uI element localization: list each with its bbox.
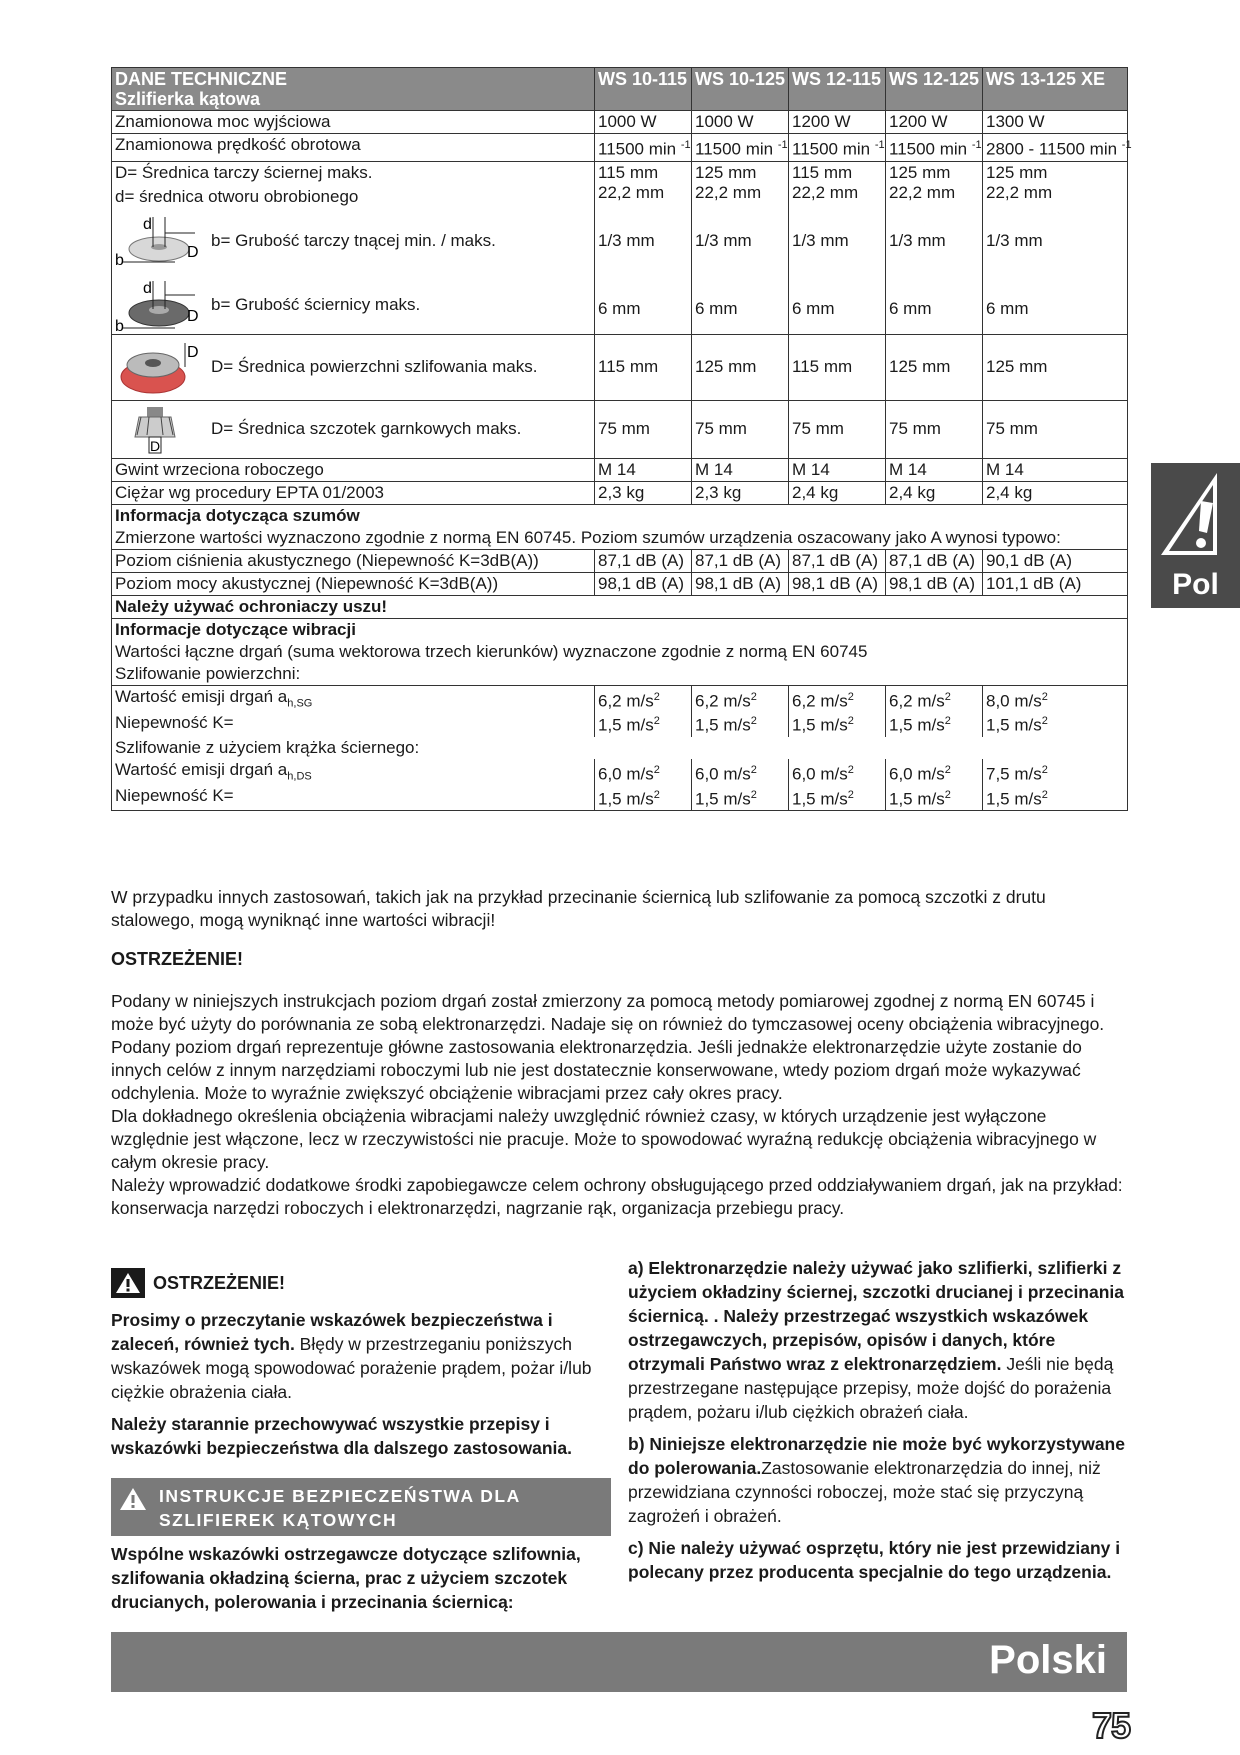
icon-letter-D: D — [187, 243, 199, 261]
warning-paragraph: Podany w niniejszych instrukcjach poziom drgań został zmierzony za pomocą metody pomiarowej zgodnej z normą EN 60745 i może być użyty do porównania ze sobą elektronarzędzi. Nadaje się on również do tymczasowej oceny obciążenia wibracyjnego. — [111, 991, 1105, 1034]
cell: 101,1 dB (A) — [983, 572, 1128, 595]
cell: 90,1 dB (A) — [983, 549, 1128, 572]
row-label-group — [112, 161, 595, 334]
cell: 2,4 kg — [789, 481, 886, 504]
model-header: WS 12-125 — [886, 68, 983, 111]
warning-label — [111, 1268, 611, 1298]
uncertainty-label: Niepewność K= — [115, 713, 234, 733]
row-label: Ciężar wg procedury EPTA 01/2003 — [112, 481, 595, 504]
noise-intro-row — [112, 527, 1128, 550]
speed-unit-sup: -1 — [777, 139, 788, 151]
cell — [595, 134, 692, 162]
warning-text — [111, 990, 1127, 1220]
table-title: DANE TECHNICZNE — [115, 69, 288, 89]
emission-sub: h,SG — [287, 697, 313, 710]
table-row — [112, 400, 1128, 458]
vibration-title-row — [112, 618, 1128, 641]
cell — [789, 134, 886, 162]
cell-group — [692, 161, 789, 334]
cell: 75 mm — [886, 400, 983, 458]
cell: 6,0 $m/s^2$ 1,5 $m/s^2$ — [886, 759, 983, 811]
speed-unit-sup: -1 — [971, 139, 982, 151]
speed-value: 11500 min — [792, 139, 871, 159]
cell: 87,1 dB (A) — [789, 549, 886, 572]
cell: 1/3 mm — [695, 230, 752, 250]
model-header: WS 12-115 — [789, 68, 886, 111]
table-row — [112, 549, 1128, 572]
speed-value: 11500 min — [598, 139, 677, 159]
table-row — [112, 458, 1128, 481]
brush-diameter-label: D= Średnica szczotek garnkowych maks. — [211, 419, 522, 439]
safety-section-bar — [111, 1478, 611, 1536]
cell: 1/3 mm — [598, 230, 655, 250]
icon-letter-b: b — [115, 251, 124, 269]
disc-diameter-label: D= Średnica tarczy ściernej maks. — [115, 162, 373, 182]
table-row — [112, 111, 1128, 134]
cell: M 14 — [692, 458, 789, 481]
item-b-bold: b) Niniejsze elektronarzędzie nie może być wykorzystywane do polerowania. — [628, 1434, 1125, 1478]
uncertainty-label: Niepewność K= — [115, 786, 234, 806]
cell: 1300 W — [983, 111, 1128, 134]
cell-group — [886, 161, 983, 334]
cut-thickness-label: b= Grubość tarczy tnącej min. / maks. — [211, 230, 496, 250]
cell: 2,3 kg — [692, 481, 789, 504]
cell: 22,2 mm — [986, 182, 1053, 202]
table-row — [112, 334, 1128, 400]
item-b-rest: Zastosowanie elektronarzędzia do innej, niż przewidziana czynności roboczej, może stać się przyczyną zagrożeń i obrażeń. — [628, 1458, 1101, 1526]
intro-bold: Prosimy o przeczytanie wskazówek bezpieczeństwa i zaleceń, również tych. — [111, 1310, 553, 1354]
sanding-diameter-label: D= Średnica powierzchni szlifowania maks. — [211, 357, 538, 377]
cell: 125 mm — [886, 334, 983, 400]
cell: 115 mm — [595, 334, 692, 400]
cell: 98,1 dB (A) — [595, 572, 692, 595]
cell: 1000 W — [595, 111, 692, 134]
brush-row — [115, 403, 591, 455]
row-label — [112, 759, 595, 811]
cell: 87,1 dB (A) — [692, 549, 789, 572]
noise-title: Informacja dotycząca szumów — [112, 504, 1128, 527]
grinding-disc-icon — [115, 277, 199, 333]
right-column — [628, 1256, 1128, 1592]
cell: 6,0 $m/s^2$ 1,5 $m/s^2$ — [595, 759, 692, 811]
cell: 6 mm — [986, 298, 1029, 318]
icon-letter-b: b — [115, 317, 124, 335]
table-subtitle: Szlifierka kątowa — [115, 89, 261, 109]
cell-group — [983, 161, 1128, 334]
row-label: Znamionowa prędkość obrotowa — [112, 134, 595, 162]
speed-unit-sup: -1 — [1121, 139, 1132, 151]
table-row — [112, 134, 1128, 162]
cell: 2,4 kg — [886, 481, 983, 504]
row-label — [112, 400, 595, 458]
technical-data-table — [111, 67, 1132, 811]
cutting-disc-icon — [115, 213, 199, 269]
row-label: Poziom ciśnienia akustycznego (Niepewność K=3dB(A)) — [112, 549, 595, 572]
left-column — [111, 1268, 611, 1622]
vibration-surface-row — [112, 663, 1128, 686]
cell: 125 mm — [986, 162, 1048, 182]
footer-language: Polski — [989, 1638, 1107, 1682]
cell: 1/3 mm — [986, 230, 1043, 250]
icon-letter-d: d — [143, 215, 152, 233]
cell: 6,2 $m/s^2$ 1,5 $m/s^2$ — [886, 685, 983, 737]
footer-language-bar — [111, 1632, 1127, 1692]
cell: 75 mm — [983, 400, 1128, 458]
cell — [886, 134, 983, 162]
warning-paragraph: Podany poziom drgań reprezentuje główne zastosowania elektronarzędzia. Jeśli jednakże elektronarzędzie użyte zostanie do innych celów z innym narzędziami roboczymi lub nie jest dostatecznie konserwowane, wtedy poziom drgań może wykazywać odchylenia. Może to wyraźnie zwiększyć obciążenie wibracjami przez cały okres pracy. — [111, 1037, 1082, 1103]
table-header-row — [112, 68, 1128, 111]
table-row — [112, 572, 1128, 595]
cell: M 14 — [886, 458, 983, 481]
cell: 22,2 mm — [889, 182, 956, 202]
ear-protection-note: Należy używać ochroniaczy uszu! — [112, 595, 1128, 618]
vibration-sg-row — [112, 685, 1128, 737]
warning-heading: OSTRZEŻENIE! — [111, 949, 244, 969]
cell: 2,4 kg — [983, 481, 1128, 504]
cup-brush-icon — [115, 403, 199, 455]
cell: 75 mm — [789, 400, 886, 458]
cell: 6,2 $m/s^2$ 1,5 $m/s^2$ — [692, 685, 789, 737]
item-a-bold: a) Elektronarzędzie należy używać jako szlifierki, szlifierki z użyciem okładziny ściernej, szczotki drucianej i przecinania ściernicą. . Należy przestrzegać wszystkich wskazówek ostrzegawczych, przepisów, opisów i danych, które otrzymali Państwo wraz z elektronarzędziem. — [628, 1258, 1125, 1374]
cell: 75 mm — [692, 400, 789, 458]
cell: M 14 — [789, 458, 886, 481]
table-row — [112, 481, 1128, 504]
grind-thickness-label: b= Grubość ściernicy maks. — [211, 294, 421, 314]
warning-paragraph: Dla dokładnego określenia obciążenia wibracjami należy uwzględnić również czasy, w których urządzenie jest wyłączone względnie jest włączone, lecz w rzeczywistości nie pracuje. Może to spowodować wyraźną redukcję obciążenia wibracyjnego w całym okresie pracy. — [111, 1106, 1097, 1172]
cell: 1200 W — [886, 111, 983, 134]
sanding-disc-icon — [115, 337, 199, 397]
cell: 115 mm — [792, 162, 853, 182]
row-label: Gwint wrzeciona roboczego — [112, 458, 595, 481]
cell: 125 mm — [889, 162, 951, 182]
cell-group — [789, 161, 886, 334]
language-side-tab — [1151, 463, 1240, 608]
cell: 1/3 mm — [792, 230, 849, 250]
cell: 6,2 $m/s^2$ 1,5 $m/s^2$ — [595, 685, 692, 737]
vibration-intro-row — [112, 641, 1128, 663]
cell: 2,3 kg — [595, 481, 692, 504]
keep-instructions-paragraph: Należy starannie przechowywać wszystkie przepisy i wskazówki bezpieczeństwa dla dalszego zastosowania. — [111, 1414, 572, 1458]
language-tab-label: Pol — [1172, 568, 1219, 601]
noise-intro: Zmierzone wartości wyznaczono zgodnie z normą EN 60745. Poziom szumów urządzenia oszacowany jako A wynosi typowo: — [112, 527, 1128, 550]
intro-paragraph — [111, 1308, 611, 1404]
page-number: 75 — [1091, 1705, 1130, 1746]
warning-paragraph: Należy wprowadzić dodatkowe środki zapobiegawcze celem ochrony obsługującego przed oddziaływaniem drgań, jak na przykład: konserwacja narzędzi roboczych i elektronarzędzi, nagrzanie rąk, organizacja przebiegu pracy. — [111, 1175, 1123, 1218]
cell — [983, 134, 1132, 162]
header-title-cell — [112, 68, 595, 111]
item-a-rest: Jeśli nie będą przestrzegane następujące przepisy, może dojść do porażenia prądem, pożaru i/lub ciężkich obrażeń ciała. — [628, 1354, 1114, 1422]
cell: 6 mm — [792, 298, 835, 318]
other-applications-note: W przypadku innych zastosowań, takich jak na przykład przecinanie ściernicą lub szlifowanie za pomocą szczotki z drutu stalowego, mogą wyniknąć inne wartości wibracji! — [111, 887, 1046, 930]
item-b — [628, 1432, 1128, 1528]
cell: M 14 — [595, 458, 692, 481]
row-label: Poziom mocy akustycznej (Niepewność K=3dB(A)) — [112, 572, 595, 595]
table-row — [112, 161, 1128, 334]
row-label — [112, 334, 595, 400]
cell: 125 mm — [983, 334, 1128, 400]
cell: 98,1 dB (A) — [789, 572, 886, 595]
row-label: Znamionowa moc wyjściowa — [112, 111, 595, 134]
speed-value: 11500 min — [889, 139, 968, 159]
speed-unit-sup: -1 — [874, 139, 885, 151]
cell: 6,0 $m/s^2$ 1,5 $m/s^2$ — [692, 759, 789, 811]
vibration-intro: Wartości łączne drgań (suma wektorowa trzech kierunków) wyznaczone zgodnie z normą EN 60745 — [112, 641, 1128, 663]
cell — [692, 134, 789, 162]
vibration-ds-row — [112, 759, 1128, 811]
cell: 98,1 dB (A) — [692, 572, 789, 595]
emission-label: Wartość emisji drgań a — [115, 759, 288, 779]
intro-rest: Błędy w przestrzeganiu poniższych wskazówek mogą spowodować porażenie prądem, pożar i/lub ciężkie obrażenia ciała. — [111, 1334, 592, 1402]
cell-group — [595, 161, 692, 334]
vibration-disc-row — [112, 737, 1128, 759]
emission-sub: h,DS — [287, 770, 312, 783]
warning-triangle-icon — [111, 1268, 145, 1298]
cell: 1000 W — [692, 111, 789, 134]
safety-section-title: INSTRUKCJE BEZPIECZEŃSTWA DLA SZLIFIEREK KĄTOWYCH — [159, 1486, 521, 1530]
icon-letter-d: d — [143, 279, 152, 297]
common-warnings-paragraph: Wspólne wskazówki ostrzegawcze dotyczące szlifownia, szlifowania okładziną ścierna, prac z użyciem szczotek drucianych, polerowania i przecinania ściernicą: — [111, 1544, 581, 1612]
cell: 6,0 $m/s^2$ 1,5 $m/s^2$ — [789, 759, 886, 811]
grind-thickness-row — [115, 277, 591, 333]
emission-label: Wartość emisji drgań a — [115, 686, 288, 706]
icon-letter-D: D — [187, 307, 199, 325]
icon-letter-D: D — [150, 438, 161, 455]
cell: 125 mm — [692, 334, 789, 400]
item-a — [628, 1256, 1128, 1424]
speed-value: 11500 min — [695, 139, 774, 159]
noise-title-row — [112, 504, 1128, 527]
cell: 115 mm — [598, 162, 659, 182]
cell: 8,0 $m/s^2$ 1,5 $m/s^2$ — [983, 685, 1128, 737]
cell: 87,1 dB (A) — [886, 549, 983, 572]
speed-value: 2800 - 11500 min — [986, 139, 1118, 159]
warning-triangle-icon — [119, 1484, 147, 1514]
model-header: WS 10-115 — [595, 68, 692, 111]
cell: 6 mm — [598, 298, 641, 318]
cell: M 14 — [983, 458, 1128, 481]
warning-exclamation-icon — [1151, 463, 1240, 563]
cell: 22,2 mm — [695, 182, 762, 202]
cell: 75 mm — [595, 400, 692, 458]
sanding-row — [115, 337, 591, 397]
cell: 22,2 mm — [598, 182, 665, 202]
speed-unit-sup: -1 — [680, 139, 691, 151]
cell: 6,2 $m/s^2$ 1,5 $m/s^2$ — [789, 685, 886, 737]
icon-letter-D: D — [187, 344, 199, 362]
cut-thickness-row — [115, 213, 591, 269]
ear-protection-row — [112, 595, 1128, 618]
cell: 87,1 dB (A) — [595, 549, 692, 572]
cell: 6 mm — [695, 298, 738, 318]
cell: 98,1 dB (A) — [886, 572, 983, 595]
item-c-bold: c) Nie należy używać osprzętu, który nie jest przewidziany i polecany przez producenta specjalnie do tego urządzenia. — [628, 1538, 1121, 1582]
cell: 22,2 mm — [792, 182, 859, 202]
row-label — [112, 685, 595, 737]
cell: 6 mm — [889, 298, 932, 318]
cell: 1200 W — [789, 111, 886, 134]
bore-label: d= średnica otworu obrobionego — [115, 186, 359, 206]
vibration-title: Informacje dotyczące wibracji — [112, 618, 1128, 641]
vibration-surface-label: Szlifowanie powierzchni: — [112, 663, 1128, 686]
cell: 125 mm — [695, 162, 757, 182]
cell: 7,5 $m/s^2$ 1,5 $m/s^2$ — [983, 759, 1128, 811]
vibration-disc-label: Szlifowanie z użyciem krążka ściernego: — [112, 737, 1128, 759]
model-header: WS 10-125 — [692, 68, 789, 111]
cell: 115 mm — [789, 334, 886, 400]
model-header: WS 13-125 XE — [983, 68, 1128, 111]
item-c — [628, 1536, 1128, 1584]
cell: 1/3 mm — [889, 230, 946, 250]
warning-label-text: OSTRZEŻENIE! — [153, 1273, 286, 1293]
